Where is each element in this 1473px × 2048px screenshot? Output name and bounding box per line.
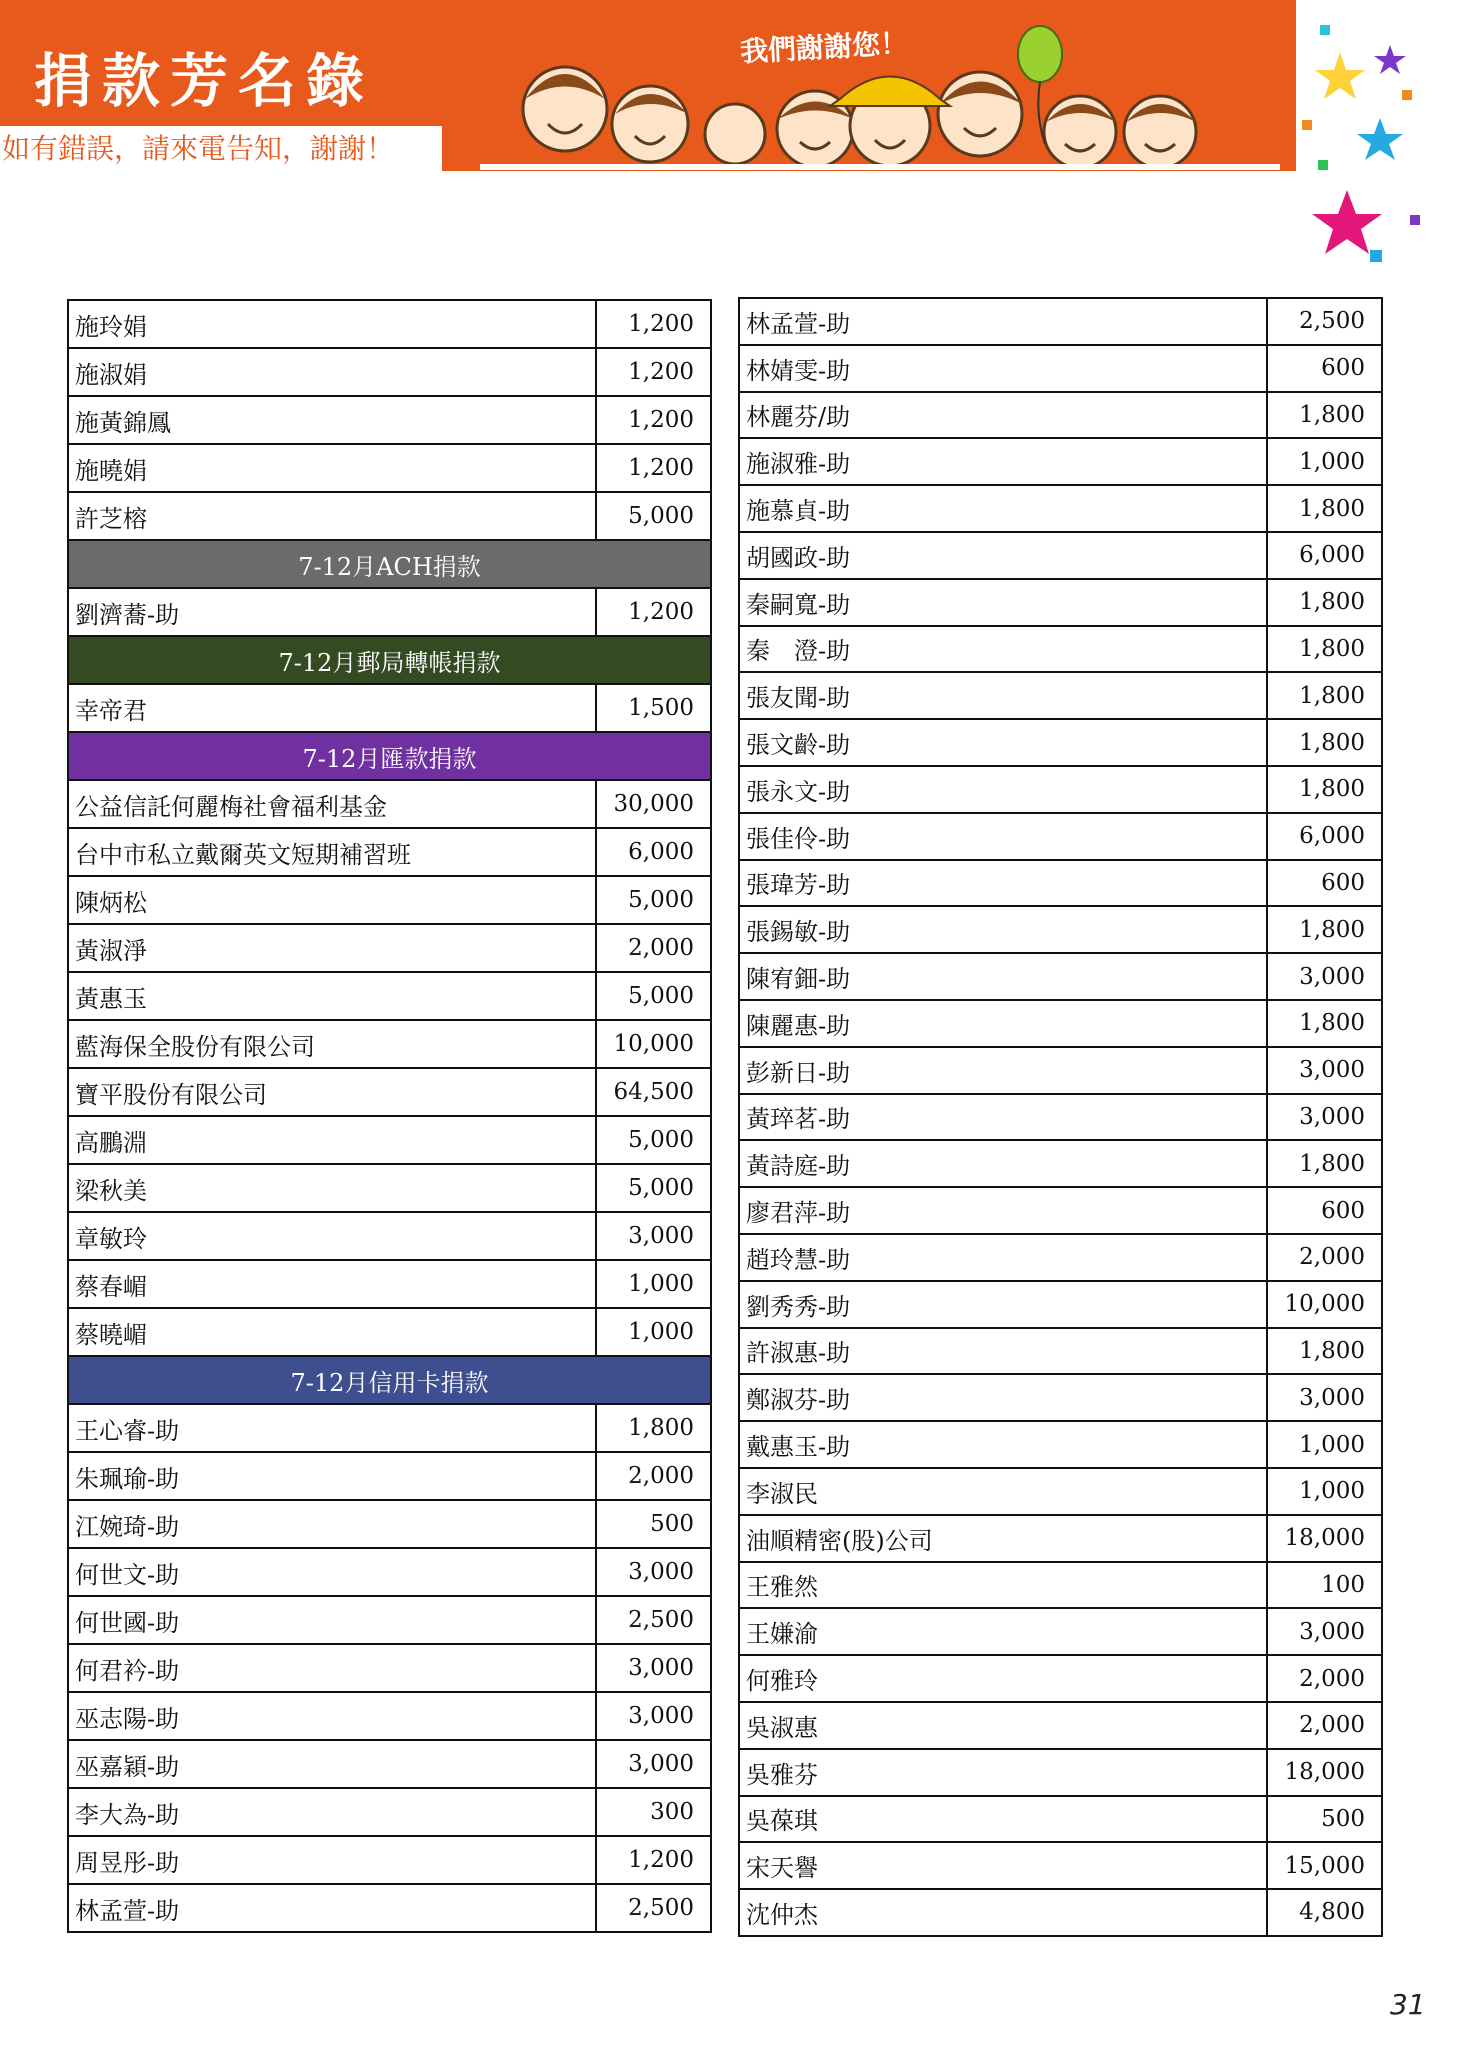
- donation-amount: 2,000: [1267, 1234, 1382, 1281]
- donor-name: 黃淑淨: [68, 924, 596, 972]
- donor-row: [68, 588, 711, 636]
- donation-amount: 1,200: [596, 348, 711, 396]
- donor-row: [739, 906, 1382, 953]
- donation-amount: 1,800: [596, 1404, 711, 1452]
- donation-amount: 1,800: [1267, 1328, 1382, 1375]
- section-title: 7-12月ACH捐款: [68, 540, 711, 588]
- donation-amount: 1,800: [1267, 719, 1382, 766]
- donor-row: [739, 1328, 1382, 1375]
- donor-row: [739, 1047, 1382, 1094]
- donor-row: [68, 1260, 711, 1308]
- donor-row: [739, 1374, 1382, 1421]
- donor-row: [68, 1116, 711, 1164]
- donor-row: [739, 1094, 1382, 1141]
- donation-amount: 2,000: [1267, 1655, 1382, 1702]
- donor-row: [68, 1212, 711, 1260]
- donation-amount: 1,000: [1267, 438, 1382, 485]
- donation-amount: 2,000: [1267, 1702, 1382, 1749]
- donor-row: [739, 438, 1382, 485]
- donor-name: 陳麗惠-助: [739, 1000, 1267, 1047]
- donor-row: [739, 392, 1382, 439]
- donation-amount: 1,500: [596, 684, 711, 732]
- donor-row: [739, 1468, 1382, 1515]
- section-title: 7-12月匯款捐款: [68, 732, 711, 780]
- donation-amount: 2,000: [596, 924, 711, 972]
- donation-amount: 1,800: [1267, 1140, 1382, 1187]
- section-header: [68, 636, 711, 684]
- donor-name: 沈仲杰: [739, 1889, 1267, 1936]
- donor-row: [68, 972, 711, 1020]
- donor-row: [68, 1500, 711, 1548]
- donation-amount: 18,000: [1267, 1749, 1382, 1796]
- donor-row: [68, 1020, 711, 1068]
- donor-row: [68, 1164, 711, 1212]
- donation-amount: 3,000: [1267, 1608, 1382, 1655]
- donor-name: 寶平股份有限公司: [68, 1068, 596, 1116]
- donor-name: 王雅然: [739, 1562, 1267, 1609]
- donor-row: [68, 1836, 711, 1884]
- donor-row: [739, 1421, 1382, 1468]
- donation-amount: 18,000: [1267, 1515, 1382, 1562]
- donor-name: 李大為-助: [68, 1788, 596, 1836]
- donor-row: [68, 828, 711, 876]
- donor-name: 王心睿-助: [68, 1404, 596, 1452]
- donor-name: 許淑惠-助: [739, 1328, 1267, 1375]
- donor-name: 何世國-助: [68, 1596, 596, 1644]
- donation-amount: 1,800: [1267, 485, 1382, 532]
- donor-row: [68, 684, 711, 732]
- donor-name: 巫志陽-助: [68, 1692, 596, 1740]
- donor-row: [68, 780, 711, 828]
- donor-name: 李淑民: [739, 1468, 1267, 1515]
- donation-amount: 1,800: [1267, 672, 1382, 719]
- donor-name: 陳宥鈿-助: [739, 953, 1267, 1000]
- donation-amount: 2,500: [596, 1884, 711, 1932]
- donation-amount: 2,500: [596, 1596, 711, 1644]
- donor-row: [739, 626, 1382, 673]
- donor-name: 黃惠玉: [68, 972, 596, 1020]
- donation-amount: 1,200: [596, 300, 711, 348]
- donor-row: [68, 1788, 711, 1836]
- donor-row: [739, 1562, 1382, 1609]
- donor-name: 張友聞-助: [739, 672, 1267, 719]
- donor-row: [739, 1187, 1382, 1234]
- donor-row: [739, 766, 1382, 813]
- donor-name: 幸帝君: [68, 684, 596, 732]
- donor-name: 施黃錦鳳: [68, 396, 596, 444]
- donation-amount: 3,000: [1267, 953, 1382, 1000]
- donor-row: [739, 672, 1382, 719]
- section-title: 7-12月信用卡捐款: [68, 1356, 711, 1404]
- donation-amount: 10,000: [1267, 1281, 1382, 1328]
- donor-name: 何世文-助: [68, 1548, 596, 1596]
- donation-amount: 1,800: [1267, 1000, 1382, 1047]
- donor-name: 陳炳松: [68, 876, 596, 924]
- donor-name: 吳淑惠: [739, 1702, 1267, 1749]
- donor-name: 許芝榕: [68, 492, 596, 540]
- donation-amount: 3,000: [1267, 1047, 1382, 1094]
- section-title: 7-12月郵局轉帳捐款: [68, 636, 711, 684]
- donor-row: [68, 1308, 711, 1356]
- donor-row: [739, 719, 1382, 766]
- donor-name: 章敏玲: [68, 1212, 596, 1260]
- donation-amount: 300: [596, 1788, 711, 1836]
- donation-amount: 1,000: [1267, 1421, 1382, 1468]
- donation-amount: 3,000: [596, 1212, 711, 1260]
- donor-name: 黃琗茗-助: [739, 1094, 1267, 1141]
- donor-name: 劉秀秀-助: [739, 1281, 1267, 1328]
- donation-amount: 3,000: [1267, 1374, 1382, 1421]
- donor-name: 張永文-助: [739, 766, 1267, 813]
- donor-name: 吳葆琪: [739, 1796, 1267, 1843]
- donor-name: 施慕貞-助: [739, 485, 1267, 532]
- donor-row: [68, 1596, 711, 1644]
- donor-row: [739, 1234, 1382, 1281]
- donation-amount: 2,500: [1267, 298, 1382, 345]
- donor-row: [68, 396, 711, 444]
- donation-amount: 1,200: [596, 588, 711, 636]
- donation-amount: 5,000: [596, 876, 711, 924]
- donation-amount: 1,000: [596, 1308, 711, 1356]
- confetti-stars: [1290, 0, 1473, 280]
- donor-name: 施淑娟: [68, 348, 596, 396]
- donation-amount: 3,000: [596, 1692, 711, 1740]
- donation-amount: 6,000: [596, 828, 711, 876]
- donor-name: 台中市私立戴爾英文短期補習班: [68, 828, 596, 876]
- donation-amount: 10,000: [596, 1020, 711, 1068]
- right-donor-table: [738, 297, 1383, 1937]
- donor-name: 吳雅芬: [739, 1749, 1267, 1796]
- donor-row: [739, 579, 1382, 626]
- donor-name: 蔡春嵋: [68, 1260, 596, 1308]
- donor-name: 施淑雅-助: [739, 438, 1267, 485]
- donation-amount: 6,000: [1267, 813, 1382, 860]
- donor-row: [739, 1796, 1382, 1843]
- donor-name: 藍海保全股份有限公司: [68, 1020, 596, 1068]
- donation-amount: 1,800: [1267, 626, 1382, 673]
- donation-amount: 500: [596, 1500, 711, 1548]
- donor-row: [739, 1140, 1382, 1187]
- donation-amount: 64,500: [596, 1068, 711, 1116]
- donor-name: 黃詩庭-助: [739, 1140, 1267, 1187]
- donor-row: [68, 1740, 711, 1788]
- donor-row: [739, 1608, 1382, 1655]
- donor-name: 彭新日-助: [739, 1047, 1267, 1094]
- donation-amount: 600: [1267, 860, 1382, 907]
- donation-amount: 15,000: [1267, 1842, 1382, 1889]
- donor-row: [68, 1548, 711, 1596]
- donor-name: 胡國政-助: [739, 532, 1267, 579]
- donation-amount: 4,800: [1267, 1889, 1382, 1936]
- section-header: [68, 540, 711, 588]
- donor-row: [68, 300, 711, 348]
- donor-row: [68, 924, 711, 972]
- donation-amount: 5,000: [596, 492, 711, 540]
- donor-row: [68, 1644, 711, 1692]
- donor-name: 蔡曉嵋: [68, 1308, 596, 1356]
- donor-name: 張佳伶-助: [739, 813, 1267, 860]
- donation-amount: 2,000: [596, 1452, 711, 1500]
- donor-row: [68, 348, 711, 396]
- donation-amount: 600: [1267, 345, 1382, 392]
- donor-name: 何君衿-助: [68, 1644, 596, 1692]
- donor-name: 油順精密(股)公司: [739, 1515, 1267, 1562]
- donor-name: 劉濟蕎-助: [68, 588, 596, 636]
- donor-row: [739, 953, 1382, 1000]
- left-donor-table: [67, 299, 712, 1933]
- donor-name: 張錫敏-助: [739, 906, 1267, 953]
- donation-amount: 1,200: [596, 1836, 711, 1884]
- donor-row: [68, 1692, 711, 1740]
- donor-row: [739, 1515, 1382, 1562]
- donation-amount: 1,800: [1267, 906, 1382, 953]
- donation-amount: 5,000: [596, 1116, 711, 1164]
- donor-row: [739, 298, 1382, 345]
- donation-amount: 30,000: [596, 780, 711, 828]
- donation-amount: 6,000: [1267, 532, 1382, 579]
- section-header: [68, 1356, 711, 1404]
- donation-amount: 1,800: [1267, 392, 1382, 439]
- donor-row: [739, 1749, 1382, 1796]
- donor-row: [739, 1702, 1382, 1749]
- donor-name: 林孟萱-助: [68, 1884, 596, 1932]
- donor-name: 廖君萍-助: [739, 1187, 1267, 1234]
- donor-name: 何雅玲: [739, 1655, 1267, 1702]
- donor-name: 林婧雯-助: [739, 345, 1267, 392]
- donation-amount: 1,200: [596, 444, 711, 492]
- donation-amount: 1,200: [596, 396, 711, 444]
- donation-amount: 500: [1267, 1796, 1382, 1843]
- donation-amount: 3,000: [596, 1644, 711, 1692]
- donor-name: 施玲娟: [68, 300, 596, 348]
- donor-name: 林孟萱-助: [739, 298, 1267, 345]
- donor-row: [739, 1281, 1382, 1328]
- donor-name: 周昱彤-助: [68, 1836, 596, 1884]
- donor-row: [68, 876, 711, 924]
- page-title: 捐款芳名錄: [34, 47, 375, 115]
- donor-name: 巫嘉穎-助: [68, 1740, 596, 1788]
- donor-name: 公益信託何麗梅社會福利基金: [68, 780, 596, 828]
- donor-row: [739, 813, 1382, 860]
- donor-name: 鄭淑芬-助: [739, 1374, 1267, 1421]
- donor-name: 朱珮瑜-助: [68, 1452, 596, 1500]
- donation-amount: 1,800: [1267, 766, 1382, 813]
- donor-row: [739, 1655, 1382, 1702]
- donor-row: [68, 1884, 711, 1932]
- donor-row: [68, 1452, 711, 1500]
- donor-name: 宋天譽: [739, 1842, 1267, 1889]
- donor-name: 秦 澄-助: [739, 626, 1267, 673]
- donation-amount: 5,000: [596, 1164, 711, 1212]
- donor-row: [739, 345, 1382, 392]
- donor-row: [739, 532, 1382, 579]
- donation-amount: 100: [1267, 1562, 1382, 1609]
- donation-amount: 3,000: [596, 1740, 711, 1788]
- donor-row: [68, 492, 711, 540]
- donation-amount: 600: [1267, 1187, 1382, 1234]
- donor-row: [739, 1000, 1382, 1047]
- donation-amount: 1,800: [1267, 579, 1382, 626]
- donor-name: 張瑋芳-助: [739, 860, 1267, 907]
- donation-amount: 3,000: [1267, 1094, 1382, 1141]
- donor-row: [739, 860, 1382, 907]
- donor-row: [68, 444, 711, 492]
- donor-name: 施曉娟: [68, 444, 596, 492]
- donor-name: 林麗芬/助: [739, 392, 1267, 439]
- donation-amount: 3,000: [596, 1548, 711, 1596]
- donor-name: 戴惠玉-助: [739, 1421, 1267, 1468]
- cartoon-kids-illustration: [480, 14, 1280, 174]
- thanks-text: 我們謝謝您！: [739, 26, 909, 69]
- section-header: [68, 732, 711, 780]
- donation-amount: 1,000: [1267, 1468, 1382, 1515]
- donor-row: [739, 485, 1382, 532]
- page-number: 31: [1390, 1988, 1426, 2021]
- donor-name: 張文齡-助: [739, 719, 1267, 766]
- donor-row: [68, 1404, 711, 1452]
- page-subtitle: 如有錯誤，請來電告知，謝謝！: [0, 126, 442, 171]
- donor-name: 趙玲慧-助: [739, 1234, 1267, 1281]
- donor-name: 秦嗣寬-助: [739, 579, 1267, 626]
- donor-name: 高鵬淵: [68, 1116, 596, 1164]
- donation-amount: 5,000: [596, 972, 711, 1020]
- donor-row: [739, 1842, 1382, 1889]
- donor-name: 江婉琦-助: [68, 1500, 596, 1548]
- donor-row: [739, 1889, 1382, 1936]
- donation-amount: 1,000: [596, 1260, 711, 1308]
- donor-name: 王嫌渝: [739, 1608, 1267, 1655]
- donor-row: [68, 1068, 711, 1116]
- donor-name: 梁秋美: [68, 1164, 596, 1212]
